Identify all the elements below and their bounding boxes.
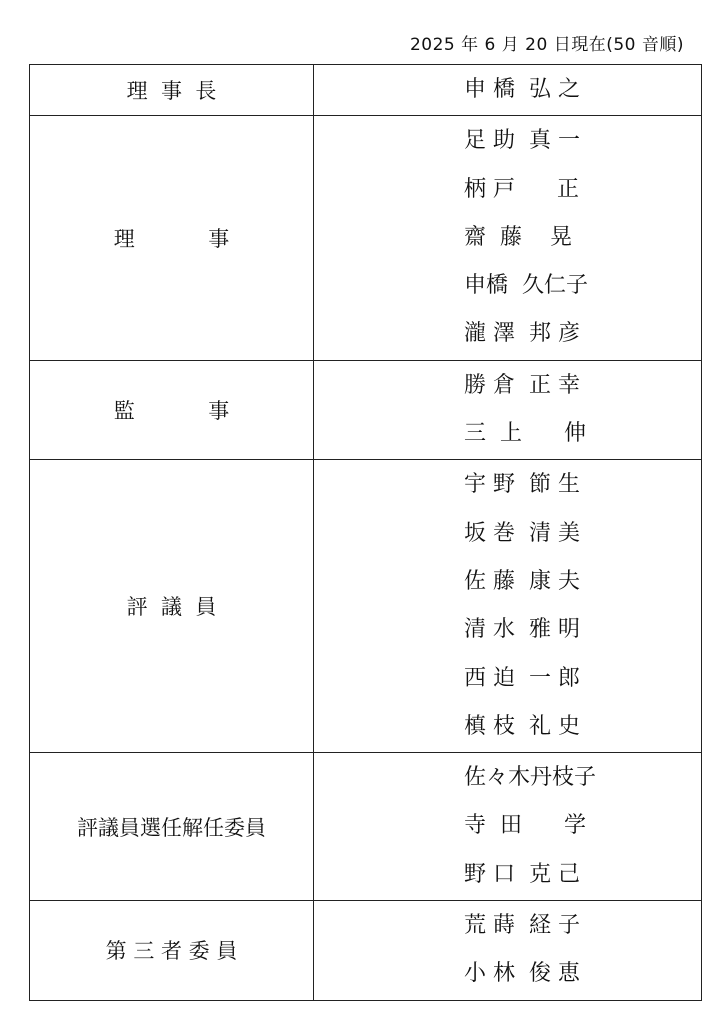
member-name: 小 林 俊 恵 xyxy=(464,961,580,987)
member-name: 勝 倉 正 幸 xyxy=(464,372,580,398)
role-chairman: 理 事 長 xyxy=(30,65,314,116)
role-third-party-committee: 第 三 者 委 員 xyxy=(30,901,314,1001)
table-row xyxy=(30,360,702,460)
member-list xyxy=(314,65,702,116)
member-name: 足 助 真 一 xyxy=(464,128,580,154)
member-name: 西 迫 一 郎 xyxy=(464,665,580,691)
member-name: 野 口 克 己 xyxy=(464,861,580,887)
table-row xyxy=(30,753,702,901)
table-row xyxy=(30,65,702,116)
member-name: 瀧 澤 邦 彦 xyxy=(464,321,580,347)
member-name: 申 橋 弘 之 xyxy=(464,77,580,102)
member-name: 佐 藤 康 夫 xyxy=(464,568,580,594)
role-councilor-selection-committee: 評議員選任解任委員 xyxy=(30,753,314,901)
member-name: 申橋 久仁子 xyxy=(464,273,588,299)
member-name: 齋 藤 晃 xyxy=(464,224,572,250)
member-name: 荒 蒔 経 子 xyxy=(464,913,580,939)
member-list xyxy=(314,116,702,360)
table-row xyxy=(30,901,702,1001)
member-list xyxy=(314,460,702,753)
date-note: 2025 年 6 月 20 日現在(50 音順) xyxy=(409,35,684,55)
member-name: 柄 戸 正 xyxy=(464,176,579,202)
role-auditors: 監 事 xyxy=(30,360,314,460)
member-list xyxy=(314,901,702,1001)
table-row xyxy=(30,460,702,753)
member-name: 槙 枝 礼 史 xyxy=(464,713,580,739)
member-list xyxy=(314,753,702,901)
member-list xyxy=(314,360,702,460)
member-name: 佐々木丹枝子 xyxy=(464,765,597,791)
member-name: 宇 野 節 生 xyxy=(464,472,580,498)
officer-roster-table xyxy=(29,64,702,1001)
member-name: 三 上 伸 xyxy=(464,421,586,447)
table-row xyxy=(30,116,702,360)
role-directors: 理 事 xyxy=(30,116,314,360)
member-name: 坂 巻 清 美 xyxy=(464,520,580,546)
role-councilors: 評 議 員 xyxy=(30,460,314,753)
member-name: 清 水 雅 明 xyxy=(464,617,580,643)
member-name: 寺 田 学 xyxy=(464,813,586,839)
